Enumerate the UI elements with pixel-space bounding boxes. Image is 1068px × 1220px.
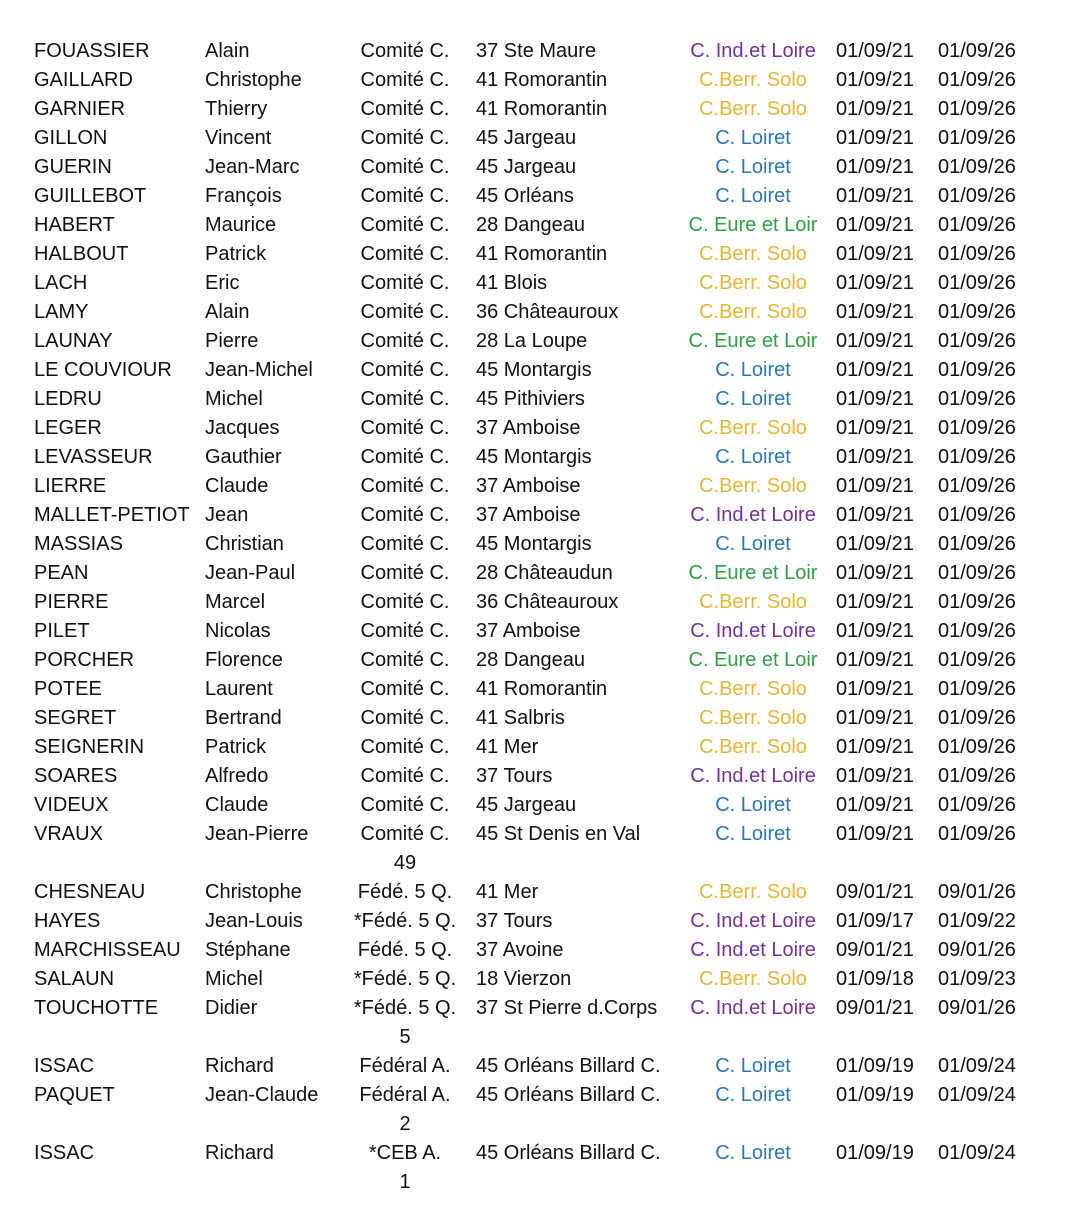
last-name-cell: PEAN bbox=[34, 562, 89, 584]
start-date-cell: 01/09/21 bbox=[836, 475, 914, 497]
referee-list bbox=[0, 37, 1068, 1197]
first-name-cell: Jean bbox=[205, 504, 249, 526]
start-date-cell: 01/09/21 bbox=[836, 736, 914, 758]
club-cell: 41 Romorantin bbox=[476, 243, 608, 265]
club-cell: 37 Tours bbox=[476, 910, 553, 932]
level-cell: Comité C. bbox=[360, 98, 450, 120]
level-cell: Comité C. bbox=[360, 794, 450, 816]
last-name-cell: PAQUET bbox=[34, 1084, 115, 1106]
end-date-cell: 01/09/26 bbox=[938, 185, 1016, 207]
club-cell: 45 Montargis bbox=[476, 533, 592, 555]
last-name-cell: POTEE bbox=[34, 678, 102, 700]
end-date-cell: 01/09/26 bbox=[938, 243, 1016, 265]
table-row bbox=[0, 733, 1068, 762]
start-date-cell: 01/09/21 bbox=[836, 591, 914, 613]
committee-cell: C. Ind.et Loire bbox=[690, 620, 816, 642]
first-name-cell: Richard bbox=[205, 1142, 274, 1164]
last-name-cell: FOUASSIER bbox=[34, 40, 150, 62]
last-name-cell: PILET bbox=[34, 620, 90, 642]
start-date-cell: 01/09/21 bbox=[836, 446, 914, 468]
end-date-cell: 09/01/26 bbox=[938, 997, 1016, 1019]
group-count-row bbox=[0, 1023, 1068, 1052]
level-cell: Fédé. 5 Q. bbox=[357, 881, 453, 903]
first-name-cell: Alain bbox=[205, 40, 250, 62]
committee-cell: C. Loiret bbox=[715, 823, 791, 845]
level-cell: Comité C. bbox=[360, 591, 450, 613]
level-cell: Fédé. 5 Q. bbox=[357, 939, 453, 961]
first-name-cell: Jean-Claude bbox=[205, 1084, 319, 1106]
first-name-cell: Christophe bbox=[205, 69, 302, 91]
start-date-cell: 01/09/21 bbox=[836, 156, 914, 178]
committee-cell: C. Ind.et Loire bbox=[690, 997, 816, 1019]
last-name-cell: GUILLEBOT bbox=[34, 185, 147, 207]
club-cell: 37 St Pierre d.Corps bbox=[476, 997, 658, 1019]
club-cell: 37 Amboise bbox=[476, 620, 581, 642]
table-row bbox=[0, 269, 1068, 298]
end-date-cell: 01/09/26 bbox=[938, 272, 1016, 294]
level-cell: Comité C. bbox=[360, 475, 450, 497]
first-name-cell: Jean-Pierre bbox=[205, 823, 309, 845]
first-name-cell: Vincent bbox=[205, 127, 272, 149]
start-date-cell: 01/09/21 bbox=[836, 388, 914, 410]
table-row bbox=[0, 298, 1068, 327]
table-row bbox=[0, 965, 1068, 994]
club-cell: 41 Romorantin bbox=[476, 69, 608, 91]
club-cell: 45 Jargeau bbox=[476, 156, 577, 178]
first-name-cell: Jacques bbox=[205, 417, 280, 439]
committee-cell: C.Berr. Solo bbox=[699, 475, 807, 497]
start-date-cell: 01/09/19 bbox=[836, 1055, 914, 1077]
table-row bbox=[0, 646, 1068, 675]
last-name-cell: SEGRET bbox=[34, 707, 117, 729]
club-cell: 45 St Denis en Val bbox=[476, 823, 641, 845]
committee-cell: C. Loiret bbox=[715, 185, 791, 207]
first-name-cell: Didier bbox=[205, 997, 258, 1019]
last-name-cell: MASSIAS bbox=[34, 533, 123, 555]
end-date-cell: 01/09/26 bbox=[938, 330, 1016, 352]
level-cell: Comité C. bbox=[360, 649, 450, 671]
level-cell: Comité C. bbox=[360, 272, 450, 294]
first-name-cell: Laurent bbox=[205, 678, 273, 700]
start-date-cell: 01/09/21 bbox=[836, 40, 914, 62]
committee-cell: C.Berr. Solo bbox=[699, 881, 807, 903]
committee-cell: C.Berr. Solo bbox=[699, 591, 807, 613]
start-date-cell: 01/09/21 bbox=[836, 359, 914, 381]
table-row bbox=[0, 37, 1068, 66]
end-date-cell: 09/01/26 bbox=[938, 939, 1016, 961]
table-row bbox=[0, 878, 1068, 907]
last-name-cell: VIDEUX bbox=[34, 794, 109, 816]
last-name-cell: LEGER bbox=[34, 417, 102, 439]
end-date-cell: 01/09/26 bbox=[938, 98, 1016, 120]
table-row bbox=[0, 530, 1068, 559]
club-cell: 41 Blois bbox=[476, 272, 548, 294]
committee-cell: C. Ind.et Loire bbox=[690, 40, 816, 62]
committee-cell: C.Berr. Solo bbox=[699, 243, 807, 265]
table-row bbox=[0, 1052, 1068, 1081]
end-date-cell: 01/09/24 bbox=[938, 1084, 1016, 1106]
table-row bbox=[0, 327, 1068, 356]
last-name-cell: HAYES bbox=[34, 910, 101, 932]
club-cell: 41 Mer bbox=[476, 881, 539, 903]
level-cell: Comité C. bbox=[360, 388, 450, 410]
last-name-cell: PIERRE bbox=[34, 591, 109, 613]
level-cell: *CEB A. bbox=[368, 1142, 442, 1164]
end-date-cell: 01/09/26 bbox=[938, 69, 1016, 91]
first-name-cell: Stéphane bbox=[205, 939, 291, 961]
start-date-cell: 09/01/21 bbox=[836, 997, 914, 1019]
start-date-cell: 01/09/21 bbox=[836, 301, 914, 323]
table-row bbox=[0, 704, 1068, 733]
table-row bbox=[0, 617, 1068, 646]
committee-cell: C. Eure et Loir bbox=[688, 562, 818, 584]
table-row bbox=[0, 820, 1068, 849]
club-cell: 28 Châteaudun bbox=[476, 562, 613, 584]
start-date-cell: 01/09/21 bbox=[836, 185, 914, 207]
table-row bbox=[0, 414, 1068, 443]
last-name-cell: HALBOUT bbox=[34, 243, 129, 265]
last-name-cell: GAILLARD bbox=[34, 69, 133, 91]
table-row bbox=[0, 356, 1068, 385]
level-cell: Fédéral A. bbox=[359, 1084, 451, 1106]
last-name-cell: MALLET-PETIOT bbox=[34, 504, 190, 526]
end-date-cell: 01/09/26 bbox=[938, 156, 1016, 178]
group-count: 49 bbox=[393, 852, 417, 874]
club-cell: 37 Tours bbox=[476, 765, 553, 787]
level-cell: Comité C. bbox=[360, 127, 450, 149]
end-date-cell: 01/09/26 bbox=[938, 678, 1016, 700]
first-name-cell: Marcel bbox=[205, 591, 266, 613]
group-count: 5 bbox=[399, 1026, 411, 1048]
committee-cell: C. Loiret bbox=[715, 794, 791, 816]
end-date-cell: 01/09/26 bbox=[938, 475, 1016, 497]
last-name-cell: LEVASSEUR bbox=[34, 446, 153, 468]
last-name-cell: ISSAC bbox=[34, 1055, 95, 1077]
end-date-cell: 01/09/26 bbox=[938, 504, 1016, 526]
level-cell: Comité C. bbox=[360, 243, 450, 265]
end-date-cell: 01/09/26 bbox=[938, 794, 1016, 816]
level-cell: Comité C. bbox=[360, 330, 450, 352]
end-date-cell: 01/09/26 bbox=[938, 823, 1016, 845]
group-count-row bbox=[0, 1168, 1068, 1197]
club-cell: 36 Châteauroux bbox=[476, 301, 619, 323]
table-row bbox=[0, 385, 1068, 414]
committee-cell: C. Ind.et Loire bbox=[690, 910, 816, 932]
last-name-cell: LIERRE bbox=[34, 475, 107, 497]
first-name-cell: François bbox=[205, 185, 282, 207]
committee-cell: C.Berr. Solo bbox=[699, 69, 807, 91]
end-date-cell: 01/09/26 bbox=[938, 446, 1016, 468]
table-row bbox=[0, 443, 1068, 472]
start-date-cell: 09/01/21 bbox=[836, 939, 914, 961]
club-cell: 45 Orléans Billard C. bbox=[476, 1142, 661, 1164]
committee-cell: C. Loiret bbox=[715, 127, 791, 149]
level-cell: Comité C. bbox=[360, 736, 450, 758]
committee-cell: C. Ind.et Loire bbox=[690, 765, 816, 787]
table-row bbox=[0, 559, 1068, 588]
level-cell: Comité C. bbox=[360, 678, 450, 700]
start-date-cell: 01/09/21 bbox=[836, 272, 914, 294]
start-date-cell: 01/09/21 bbox=[836, 330, 914, 352]
end-date-cell: 01/09/26 bbox=[938, 388, 1016, 410]
committee-cell: C. Loiret bbox=[715, 156, 791, 178]
start-date-cell: 01/09/21 bbox=[836, 533, 914, 555]
first-name-cell: Eric bbox=[205, 272, 240, 294]
level-cell: Comité C. bbox=[360, 446, 450, 468]
committee-cell: C. Loiret bbox=[715, 1084, 791, 1106]
committee-cell: C. Eure et Loir bbox=[688, 214, 818, 236]
end-date-cell: 01/09/26 bbox=[938, 562, 1016, 584]
last-name-cell: LAUNAY bbox=[34, 330, 113, 352]
table-row bbox=[0, 1081, 1068, 1110]
start-date-cell: 01/09/21 bbox=[836, 243, 914, 265]
last-name-cell: GARNIER bbox=[34, 98, 126, 120]
club-cell: 37 Amboise bbox=[476, 417, 581, 439]
level-cell: *Fédé. 5 Q. bbox=[353, 997, 457, 1019]
level-cell: Comité C. bbox=[360, 359, 450, 381]
end-date-cell: 01/09/26 bbox=[938, 359, 1016, 381]
end-date-cell: 01/09/26 bbox=[938, 214, 1016, 236]
level-cell: Comité C. bbox=[360, 620, 450, 642]
end-date-cell: 01/09/22 bbox=[938, 910, 1016, 932]
club-cell: 28 La Loupe bbox=[476, 330, 588, 352]
start-date-cell: 01/09/21 bbox=[836, 98, 914, 120]
level-cell: Comité C. bbox=[360, 417, 450, 439]
committee-cell: C.Berr. Solo bbox=[699, 678, 807, 700]
end-date-cell: 01/09/24 bbox=[938, 1055, 1016, 1077]
group-count-row bbox=[0, 849, 1068, 878]
first-name-cell: Jean-Louis bbox=[205, 910, 303, 932]
start-date-cell: 01/09/18 bbox=[836, 968, 914, 990]
start-date-cell: 01/09/19 bbox=[836, 1142, 914, 1164]
committee-cell: C.Berr. Solo bbox=[699, 968, 807, 990]
club-cell: 45 Orléans Billard C. bbox=[476, 1055, 661, 1077]
table-row bbox=[0, 124, 1068, 153]
last-name-cell: LACH bbox=[34, 272, 88, 294]
committee-cell: C.Berr. Solo bbox=[699, 98, 807, 120]
table-row bbox=[0, 501, 1068, 530]
club-cell: 45 Montargis bbox=[476, 446, 592, 468]
start-date-cell: 01/09/21 bbox=[836, 765, 914, 787]
first-name-cell: Florence bbox=[205, 649, 283, 671]
first-name-cell: Christian bbox=[205, 533, 284, 555]
level-cell: Comité C. bbox=[360, 185, 450, 207]
level-cell: *Fédé. 5 Q. bbox=[353, 968, 457, 990]
end-date-cell: 01/09/26 bbox=[938, 620, 1016, 642]
table-row bbox=[0, 211, 1068, 240]
last-name-cell: TOUCHOTTE bbox=[34, 997, 159, 1019]
start-date-cell: 01/09/19 bbox=[836, 1084, 914, 1106]
first-name-cell: Patrick bbox=[205, 243, 267, 265]
start-date-cell: 01/09/21 bbox=[836, 649, 914, 671]
level-cell: Comité C. bbox=[360, 214, 450, 236]
group-count: 2 bbox=[399, 1113, 411, 1135]
level-cell: Fédéral A. bbox=[359, 1055, 451, 1077]
start-date-cell: 01/09/21 bbox=[836, 823, 914, 845]
first-name-cell: Alain bbox=[205, 301, 250, 323]
end-date-cell: 01/09/26 bbox=[938, 591, 1016, 613]
end-date-cell: 01/09/26 bbox=[938, 707, 1016, 729]
table-row bbox=[0, 762, 1068, 791]
start-date-cell: 01/09/21 bbox=[836, 620, 914, 642]
first-name-cell: Claude bbox=[205, 794, 269, 816]
committee-cell: C. Loiret bbox=[715, 446, 791, 468]
first-name-cell: Maurice bbox=[205, 214, 277, 236]
committee-cell: C. Ind.et Loire bbox=[690, 939, 816, 961]
start-date-cell: 01/09/21 bbox=[836, 707, 914, 729]
first-name-cell: Christophe bbox=[205, 881, 302, 903]
table-row bbox=[0, 588, 1068, 617]
last-name-cell: LAMY bbox=[34, 301, 89, 323]
end-date-cell: 01/09/26 bbox=[938, 417, 1016, 439]
club-cell: 45 Jargeau bbox=[476, 794, 577, 816]
club-cell: 37 Ste Maure bbox=[476, 40, 597, 62]
committee-cell: C.Berr. Solo bbox=[699, 707, 807, 729]
table-row bbox=[0, 472, 1068, 501]
first-name-cell: Pierre bbox=[205, 330, 259, 352]
last-name-cell: CHESNEAU bbox=[34, 881, 146, 903]
last-name-cell: ISSAC bbox=[34, 1142, 95, 1164]
club-cell: 45 Orléans bbox=[476, 185, 574, 207]
club-cell: 28 Dangeau bbox=[476, 649, 585, 671]
table-row bbox=[0, 95, 1068, 124]
committee-cell: C. Ind.et Loire bbox=[690, 504, 816, 526]
level-cell: *Fédé. 5 Q. bbox=[353, 910, 457, 932]
last-name-cell: SALAUN bbox=[34, 968, 115, 990]
first-name-cell: Richard bbox=[205, 1055, 274, 1077]
committee-cell: C. Eure et Loir bbox=[688, 649, 818, 671]
committee-cell: C. Loiret bbox=[715, 388, 791, 410]
first-name-cell: Jean-Michel bbox=[205, 359, 313, 381]
end-date-cell: 01/09/23 bbox=[938, 968, 1016, 990]
club-cell: 45 Jargeau bbox=[476, 127, 577, 149]
start-date-cell: 01/09/21 bbox=[836, 417, 914, 439]
committee-cell: C.Berr. Solo bbox=[699, 417, 807, 439]
table-row bbox=[0, 240, 1068, 269]
end-date-cell: 01/09/26 bbox=[938, 127, 1016, 149]
table-row bbox=[0, 182, 1068, 211]
last-name-cell: MARCHISSEAU bbox=[34, 939, 181, 961]
club-cell: 28 Dangeau bbox=[476, 214, 585, 236]
start-date-cell: 01/09/17 bbox=[836, 910, 914, 932]
table-row bbox=[0, 994, 1068, 1023]
group-count: 1 bbox=[399, 1171, 411, 1193]
table-row bbox=[0, 936, 1068, 965]
club-cell: 36 Châteauroux bbox=[476, 591, 619, 613]
level-cell: Comité C. bbox=[360, 40, 450, 62]
end-date-cell: 01/09/24 bbox=[938, 1142, 1016, 1164]
first-name-cell: Michel bbox=[205, 968, 263, 990]
start-date-cell: 01/09/21 bbox=[836, 794, 914, 816]
first-name-cell: Michel bbox=[205, 388, 263, 410]
end-date-cell: 01/09/26 bbox=[938, 736, 1016, 758]
first-name-cell: Jean-Paul bbox=[205, 562, 296, 584]
start-date-cell: 01/09/21 bbox=[836, 562, 914, 584]
end-date-cell: 01/09/26 bbox=[938, 301, 1016, 323]
first-name-cell: Gauthier bbox=[205, 446, 282, 468]
level-cell: Comité C. bbox=[360, 823, 450, 845]
club-cell: 37 Amboise bbox=[476, 504, 581, 526]
level-cell: Comité C. bbox=[360, 301, 450, 323]
level-cell: Comité C. bbox=[360, 765, 450, 787]
level-cell: Comité C. bbox=[360, 69, 450, 91]
last-name-cell: VRAUX bbox=[34, 823, 103, 845]
last-name-cell: HABERT bbox=[34, 214, 115, 236]
group-count-row bbox=[0, 1110, 1068, 1139]
end-date-cell: 09/01/26 bbox=[938, 881, 1016, 903]
first-name-cell: Nicolas bbox=[205, 620, 271, 642]
first-name-cell: Claude bbox=[205, 475, 269, 497]
first-name-cell: Patrick bbox=[205, 736, 267, 758]
last-name-cell: LEDRU bbox=[34, 388, 102, 410]
table-row bbox=[0, 907, 1068, 936]
end-date-cell: 01/09/26 bbox=[938, 649, 1016, 671]
last-name-cell: SEIGNERIN bbox=[34, 736, 145, 758]
first-name-cell: Alfredo bbox=[205, 765, 269, 787]
last-name-cell: LE COUVIOUR bbox=[34, 359, 172, 381]
club-cell: 45 Pithiviers bbox=[476, 388, 585, 410]
table-row bbox=[0, 791, 1068, 820]
club-cell: 41 Mer bbox=[476, 736, 539, 758]
club-cell: 41 Romorantin bbox=[476, 678, 608, 700]
start-date-cell: 01/09/21 bbox=[836, 678, 914, 700]
club-cell: 41 Salbris bbox=[476, 707, 565, 729]
level-cell: Comité C. bbox=[360, 533, 450, 555]
level-cell: Comité C. bbox=[360, 156, 450, 178]
first-name-cell: Jean-Marc bbox=[205, 156, 300, 178]
level-cell: Comité C. bbox=[360, 707, 450, 729]
committee-cell: C.Berr. Solo bbox=[699, 736, 807, 758]
table-row bbox=[0, 675, 1068, 704]
table-row bbox=[0, 66, 1068, 95]
end-date-cell: 01/09/26 bbox=[938, 40, 1016, 62]
committee-cell: C. Loiret bbox=[715, 1055, 791, 1077]
club-cell: 37 Amboise bbox=[476, 475, 581, 497]
start-date-cell: 01/09/21 bbox=[836, 127, 914, 149]
last-name-cell: GILLON bbox=[34, 127, 108, 149]
committee-cell: C. Loiret bbox=[715, 1142, 791, 1164]
end-date-cell: 01/09/26 bbox=[938, 533, 1016, 555]
start-date-cell: 01/09/21 bbox=[836, 504, 914, 526]
committee-cell: C.Berr. Solo bbox=[699, 272, 807, 294]
committee-cell: C. Loiret bbox=[715, 359, 791, 381]
end-date-cell: 01/09/26 bbox=[938, 765, 1016, 787]
club-cell: 37 Avoine bbox=[476, 939, 564, 961]
club-cell: 41 Romorantin bbox=[476, 98, 608, 120]
level-cell: Comité C. bbox=[360, 504, 450, 526]
club-cell: 45 Orléans Billard C. bbox=[476, 1084, 661, 1106]
last-name-cell: PORCHER bbox=[34, 649, 135, 671]
committee-cell: C.Berr. Solo bbox=[699, 301, 807, 323]
last-name-cell: GUERIN bbox=[34, 156, 112, 178]
start-date-cell: 01/09/21 bbox=[836, 214, 914, 236]
start-date-cell: 01/09/21 bbox=[836, 69, 914, 91]
first-name-cell: Bertrand bbox=[205, 707, 282, 729]
club-cell: 18 Vierzon bbox=[476, 968, 572, 990]
table-row bbox=[0, 1139, 1068, 1168]
club-cell: 45 Montargis bbox=[476, 359, 592, 381]
committee-cell: C. Loiret bbox=[715, 533, 791, 555]
first-name-cell: Thierry bbox=[205, 98, 268, 120]
level-cell: Comité C. bbox=[360, 562, 450, 584]
table-row bbox=[0, 153, 1068, 182]
last-name-cell: SOARES bbox=[34, 765, 118, 787]
start-date-cell: 09/01/21 bbox=[836, 881, 914, 903]
committee-cell: C. Eure et Loir bbox=[688, 330, 818, 352]
